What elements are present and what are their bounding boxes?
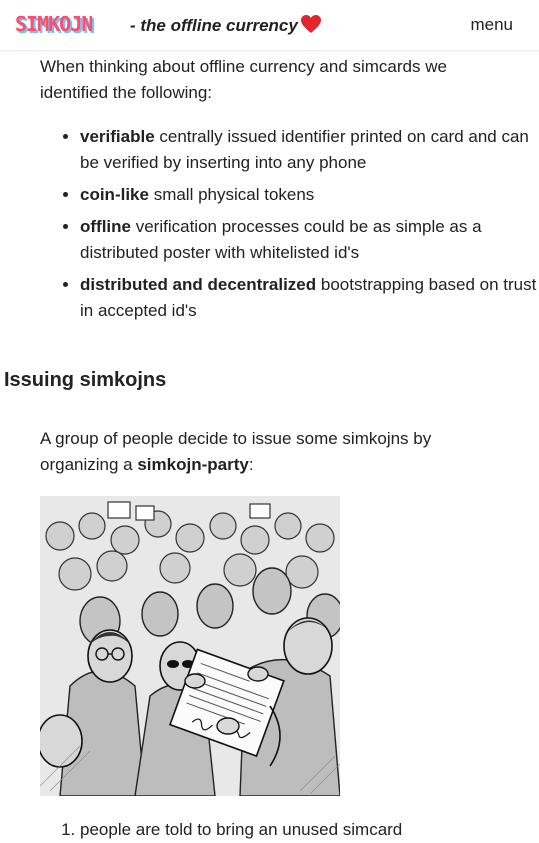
site-header	[0, 0, 539, 51]
issuing-text: A group of people decide to issue some simkojns by organizing a	[40, 429, 432, 474]
feature-desc: bootstrapping based on trust in accepted id's	[80, 275, 537, 320]
feature-desc: centrally issued identifier printed on card and can be verified by inserting into any phone	[80, 127, 529, 172]
simkojn-party-term: simkojn-party	[137, 455, 249, 474]
menu-button[interactable]: menu	[470, 15, 513, 34]
list-item: 1. people are told to bring an unused simcard	[80, 817, 539, 843]
steps-list	[40, 817, 539, 843]
heart-icon	[300, 14, 322, 34]
site-tagline	[130, 14, 322, 37]
intro-paragraph: When thinking about offline currency and simcards we identified the following:	[40, 57, 447, 102]
feature-term: distributed and decentralized	[80, 275, 317, 294]
issuing-paragraph	[40, 426, 500, 478]
feature-term: coin-like	[80, 185, 149, 204]
feature-desc: verification processes could be as simple as a distributed poster with whitelisted id's	[80, 217, 482, 262]
feature-desc: small physical tokens	[148, 185, 315, 204]
section-heading-issuing: Issuing simkojns	[4, 369, 167, 391]
site-logo[interactable]: SIMKOJN	[15, 12, 93, 36]
feature-term: verifiable	[80, 127, 155, 146]
feature-term: offline	[80, 217, 131, 236]
list-item	[80, 214, 539, 266]
list-item	[80, 182, 539, 208]
list-item	[80, 124, 539, 176]
crowd-illustration	[40, 496, 340, 796]
list-item	[80, 272, 539, 324]
tagline-text: - the offline currency	[130, 16, 298, 35]
issuing-text-end: :	[248, 455, 254, 474]
feature-list	[40, 124, 539, 330]
